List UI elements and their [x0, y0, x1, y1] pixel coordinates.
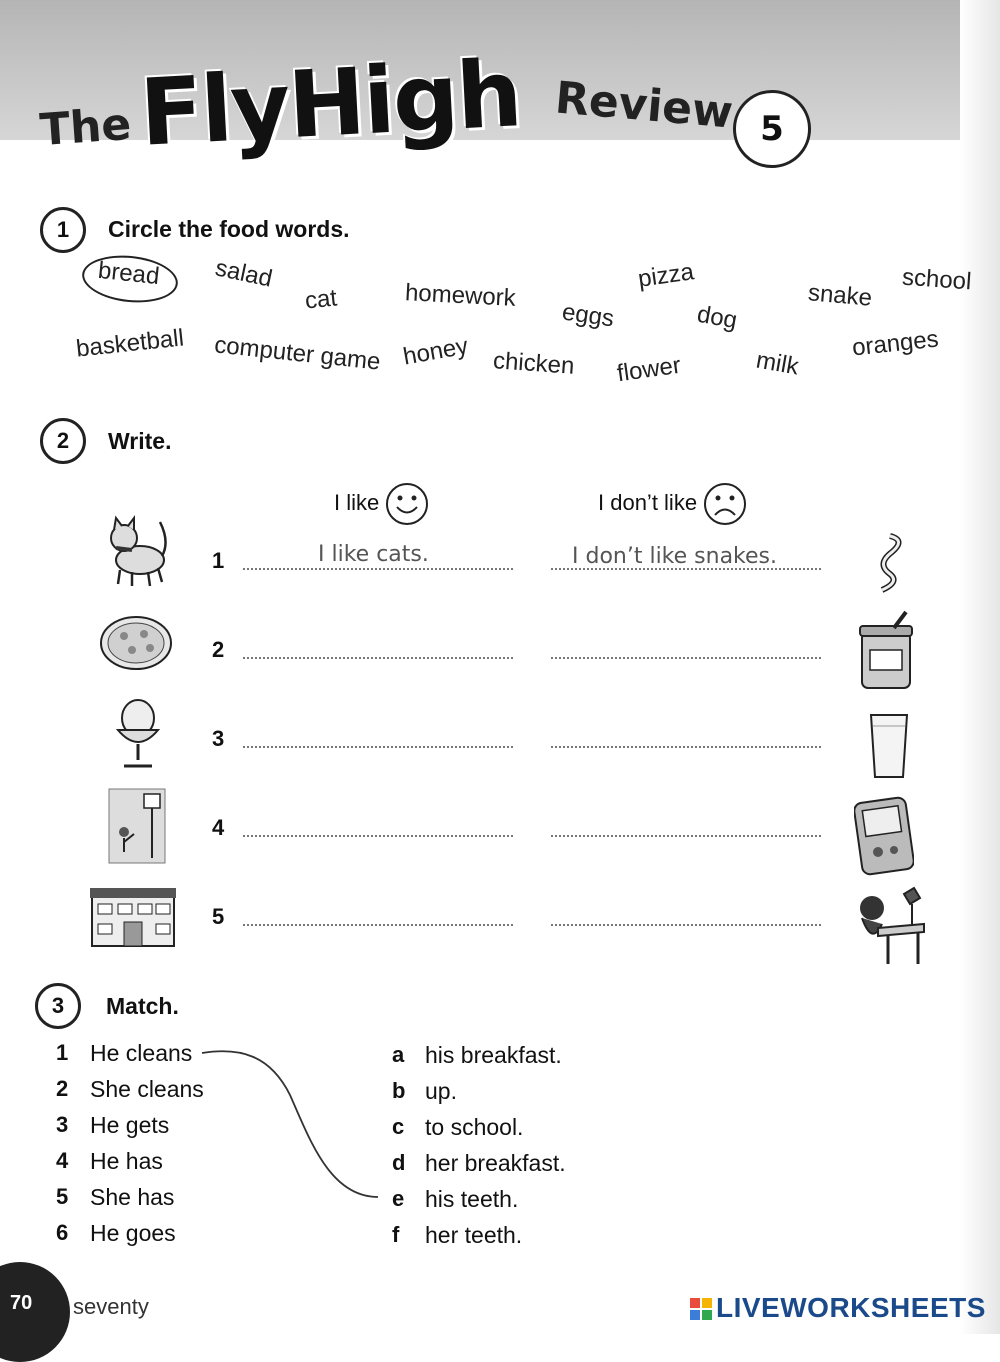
word-pizza[interactable]: pizza [636, 258, 696, 293]
match-left-3-number: 3 [56, 1112, 69, 1137]
word-honey[interactable]: honey [401, 332, 471, 371]
egg-cup-icon [112, 696, 164, 770]
pizza-icon [98, 614, 174, 672]
row-2-number: 2 [212, 637, 225, 662]
title-the: The [38, 98, 133, 157]
word-school[interactable]: school [901, 263, 973, 296]
section-1-number: 1 [40, 207, 86, 253]
match-right-b-text[interactable]: up. [425, 1078, 457, 1104]
match-left-6-number: 6 [56, 1220, 69, 1245]
row-4-number: 4 [212, 815, 225, 840]
section-2-instruction: Write. [108, 428, 172, 454]
match-left-2-text[interactable]: She cleans [90, 1076, 204, 1102]
word-snake[interactable]: snake [806, 279, 874, 312]
row-5-dislike-line[interactable] [551, 924, 821, 926]
word-basketball[interactable]: basketball [74, 324, 186, 363]
word-oranges[interactable]: oranges [850, 325, 940, 362]
header-like [334, 482, 429, 526]
homework-desk-icon [848, 884, 928, 968]
match-left-1-number: 1 [56, 1040, 69, 1065]
section-2-number: 2 [40, 418, 86, 464]
page-title [40, 20, 1000, 180]
match-right-d-letter: d [392, 1150, 406, 1175]
word-flower[interactable]: flower [615, 351, 683, 388]
row-1-like-answer: I like cats. [318, 542, 429, 567]
row-1-number: 1 [212, 548, 225, 573]
school-building-icon [90, 884, 176, 948]
cat-icon [104, 512, 170, 588]
page-number-word: seventy [73, 1294, 149, 1319]
match-right-b-letter: b [392, 1078, 406, 1103]
word-milk[interactable]: milk [754, 346, 801, 381]
match-left-2-number: 2 [56, 1076, 69, 1101]
row-5-number: 5 [212, 904, 225, 929]
title-flyhigh: FlyHigh [137, 40, 523, 167]
snake-icon [862, 530, 912, 594]
match-right-f-text[interactable]: her teeth. [425, 1222, 523, 1248]
row-5-like-line[interactable] [243, 924, 513, 926]
smiley-face-icon [385, 482, 429, 526]
row-3-like-line[interactable] [243, 746, 513, 748]
row-2-like-line[interactable] [243, 657, 513, 659]
match-left-4-text[interactable]: He has [90, 1148, 163, 1174]
word-dog[interactable]: dog [695, 300, 740, 335]
match-right-a-letter: a [392, 1042, 405, 1067]
row-3-number: 3 [212, 726, 225, 751]
word-chicken[interactable]: chicken [492, 347, 576, 380]
match-right-c-letter: c [392, 1114, 405, 1139]
computer-game-icon [854, 796, 914, 876]
match-left-5-number: 5 [56, 1184, 69, 1209]
match-right-d-text[interactable]: her breakfast. [425, 1150, 566, 1176]
match-right-a-text[interactable]: his breakfast. [425, 1042, 562, 1068]
row-4-like-line[interactable] [243, 835, 513, 837]
section-3-instruction: Match. [106, 993, 179, 1019]
section-3-number: 3 [35, 983, 81, 1029]
header-dislike-label: I don’t like [598, 489, 698, 515]
word-computer-game[interactable]: computer game [213, 331, 382, 376]
header-dislike [598, 482, 747, 526]
row-3-dislike-line[interactable] [551, 746, 821, 748]
word-salad[interactable]: salad [212, 254, 275, 293]
word-eggs[interactable]: eggs [560, 298, 616, 333]
milk-glass-icon [868, 712, 910, 780]
match-example-line [200, 1045, 385, 1205]
match-right-f-letter: f [392, 1222, 400, 1247]
sad-face-icon [703, 482, 747, 526]
row-4-dislike-line[interactable] [551, 835, 821, 837]
match-right-e-letter: e [392, 1186, 405, 1211]
match-left-5-text[interactable]: She has [90, 1184, 175, 1210]
page-number-badge [0, 1262, 70, 1362]
match-left-6-text[interactable]: He goes [90, 1220, 176, 1246]
page-number: 70 [10, 1292, 33, 1314]
row-1-dislike-answer: I don’t like snakes. [572, 544, 778, 569]
page-edge-shadow [960, 0, 1000, 1334]
word-cat[interactable]: cat [303, 284, 339, 315]
row-1-like-line[interactable] [243, 568, 513, 570]
section-1-instruction: Circle the food words. [108, 216, 350, 242]
word-homework[interactable]: homework [404, 279, 517, 312]
basketball-court-icon [108, 788, 166, 864]
match-right-c-text[interactable]: to school. [425, 1114, 524, 1140]
honey-jar-icon [856, 610, 916, 692]
header-like-label: I like [334, 489, 380, 515]
match-left-3-text[interactable]: He gets [90, 1112, 170, 1138]
word-bread[interactable]: bread [96, 256, 161, 291]
match-left-1-text[interactable]: He cleans [90, 1040, 193, 1066]
liveworksheets-brand[interactable]: LIVEWORKSHEETS [716, 1292, 986, 1323]
review-number-badge: 5 [733, 90, 811, 168]
title-review: Review [553, 72, 735, 139]
liveworksheets-logo-icon [690, 1298, 712, 1320]
match-left-4-number: 4 [56, 1148, 69, 1173]
row-2-dislike-line[interactable] [551, 657, 821, 659]
match-right-e-text[interactable]: his teeth. [425, 1186, 519, 1212]
